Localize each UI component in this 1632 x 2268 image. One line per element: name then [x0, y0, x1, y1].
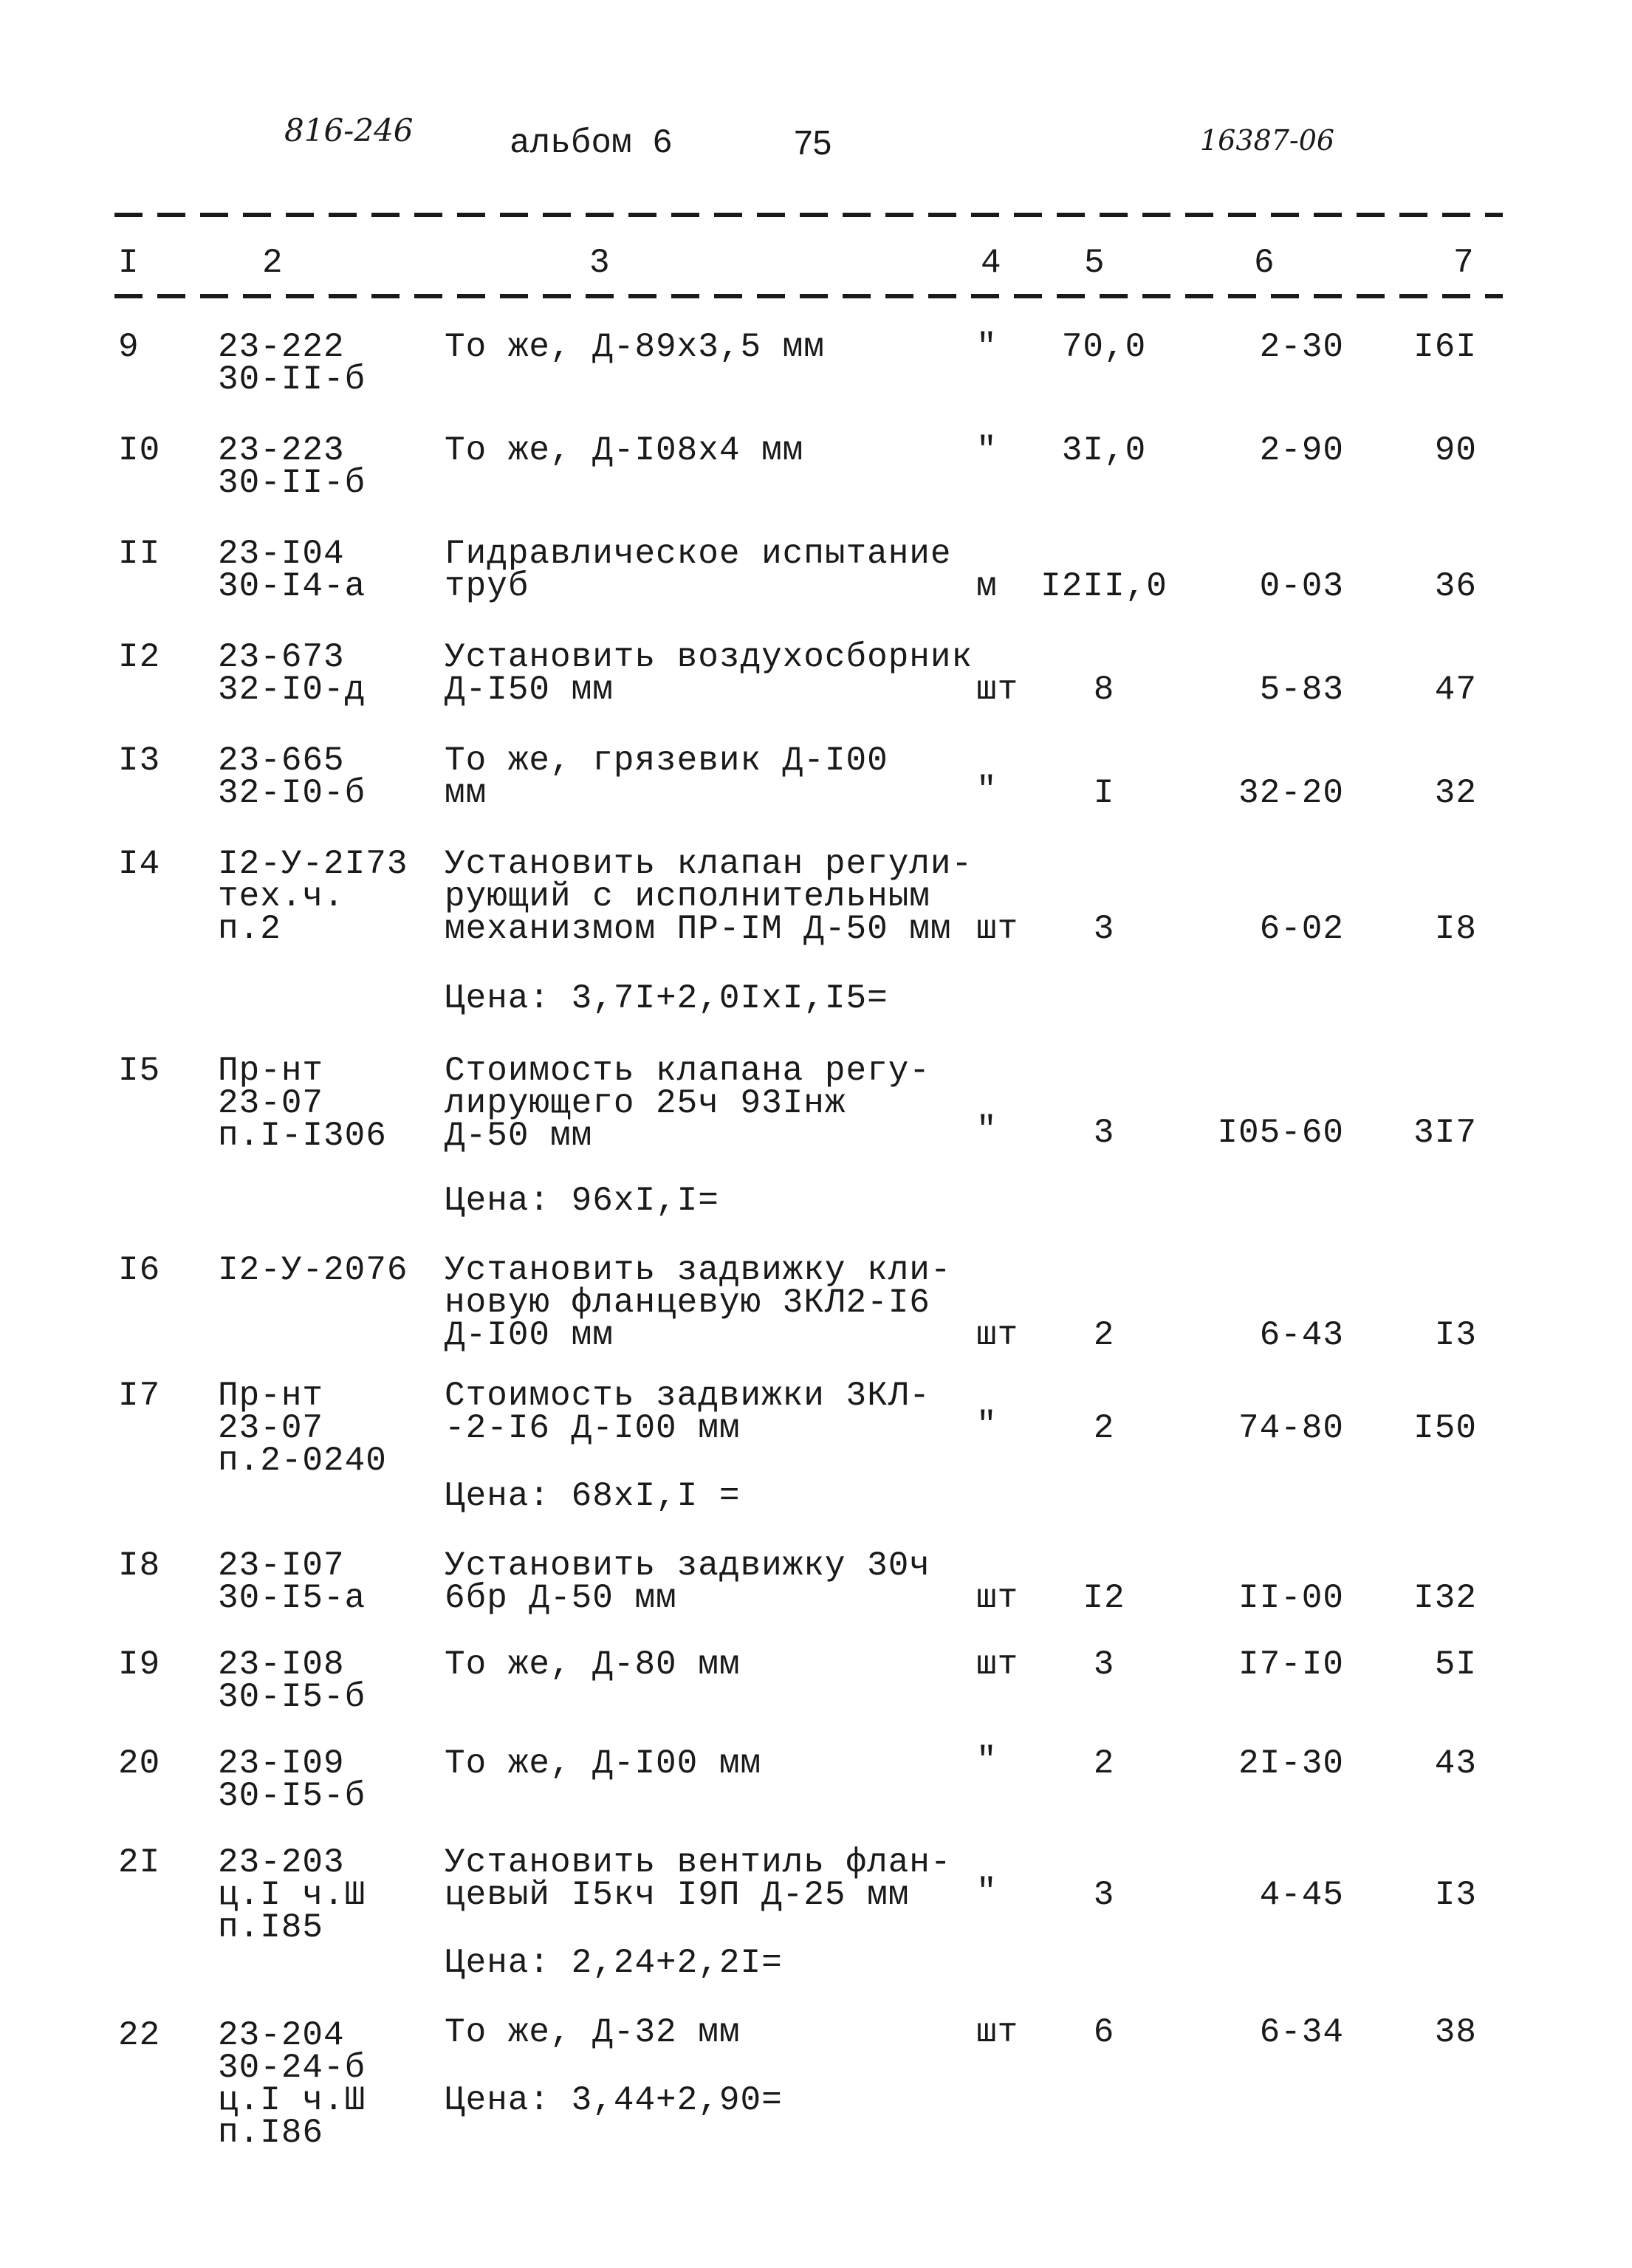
- unit-price: I7-I0: [1238, 1645, 1344, 1684]
- column-number-7: 7: [1453, 244, 1474, 282]
- quantity: I2II,0: [1040, 567, 1168, 606]
- price-formula: Цена: 96хI,I=: [445, 1182, 719, 1220]
- rate-code: I2-У-2076: [218, 1251, 408, 1289]
- row-number: I7: [118, 1377, 161, 1415]
- total-cost: I8: [1434, 910, 1477, 948]
- unit: шт: [976, 1645, 1019, 1684]
- unit-price: 6-02: [1259, 910, 1344, 948]
- column-number-5: 5: [1084, 244, 1105, 282]
- unit-price: 2I-30: [1238, 1744, 1344, 1783]
- unit-price: 6-43: [1259, 1316, 1344, 1354]
- work-description: То же, грязевик Д-I00 мм: [445, 741, 888, 812]
- total-cost: I32: [1413, 1579, 1477, 1617]
- row-number: I3: [118, 741, 161, 780]
- column-number-4: 4: [981, 244, 1001, 282]
- price-formula: Цена: 68хI,I =: [445, 1477, 741, 1515]
- rate-code: 23-I08 30-I5-б: [218, 1645, 366, 1716]
- rate-code: 23-203 ц.I ч.Ш п.I85: [218, 1843, 366, 1947]
- row-number: I4: [118, 845, 161, 883]
- quantity: I2: [1083, 1579, 1125, 1617]
- column-number-1: I: [118, 244, 139, 282]
- unit-price: 32-20: [1238, 774, 1344, 812]
- quantity: 70,0: [1061, 328, 1147, 366]
- unit: шт: [976, 671, 1019, 709]
- unit-price: 0-03: [1259, 567, 1344, 606]
- total-cost: 47: [1434, 671, 1477, 709]
- work-description: Гидравлическое испытание труб: [445, 535, 952, 606]
- page-number: 75: [794, 123, 832, 162]
- total-cost: 5I: [1434, 1645, 1477, 1684]
- total-cost: I3: [1434, 1876, 1477, 1914]
- rate-code: 23-222 30-II-б: [218, 328, 366, 399]
- rate-code: Пр-нт 23-07 п.2-0240: [218, 1377, 387, 1480]
- unit-price: 2-90: [1259, 431, 1344, 470]
- work-description: То же, Д-I00 мм: [445, 1744, 762, 1783]
- column-number-6: 6: [1254, 244, 1275, 282]
- unit-price: 2-30: [1259, 328, 1344, 366]
- unit: шт: [976, 910, 1019, 948]
- album-label: альбом 6: [510, 124, 673, 162]
- unit: ": [976, 1873, 998, 1911]
- row-number: 9: [118, 328, 140, 366]
- price-formula: Цена: 2,24+2,2I=: [445, 1944, 783, 1982]
- quantity: 3: [1093, 1876, 1115, 1914]
- work-description: Установить задвижку 30ч 6бр Д-50 мм: [445, 1546, 930, 1617]
- unit-price: 4-45: [1259, 1876, 1344, 1914]
- row-number: 22: [118, 2016, 161, 2055]
- work-description: Установить воздухосборник Д-I50 мм: [445, 638, 973, 709]
- unit-price: II-00: [1238, 1579, 1344, 1617]
- quantity: 3: [1093, 1645, 1115, 1684]
- unit: ": [976, 1741, 998, 1780]
- unit: м: [976, 567, 998, 606]
- unit: ": [976, 328, 998, 366]
- work-description: Стоимость клапана регу- лирующего 25ч 93Iнж Д-50 мм: [445, 1052, 930, 1155]
- total-cost: 36: [1434, 567, 1477, 606]
- work-description: Установить задвижку кли- новую фланцевую 3КЛ2-I6 Д-I00 мм: [445, 1251, 952, 1354]
- total-cost: I3: [1434, 1316, 1477, 1354]
- rate-code: 23-673 32-I0-д: [218, 638, 366, 709]
- unit-price: 5-83: [1259, 671, 1344, 709]
- rate-code: I2-У-2I73 тех.ч. п.2: [218, 845, 408, 948]
- unit: шт: [976, 1316, 1019, 1354]
- total-cost: 90: [1434, 431, 1477, 470]
- quantity: 3I,0: [1061, 431, 1147, 470]
- total-cost: 38: [1434, 2013, 1477, 2052]
- unit: шт: [976, 1579, 1019, 1617]
- quantity: 2: [1093, 1316, 1115, 1354]
- quantity: 6: [1093, 2013, 1115, 2052]
- unit: ": [976, 431, 998, 470]
- quantity: 2: [1093, 1409, 1115, 1448]
- handwritten-project-number: 16387-06: [1200, 124, 1335, 157]
- row-number: I0: [118, 431, 161, 470]
- total-cost: 43: [1434, 1744, 1477, 1783]
- unit-price: 6-34: [1259, 2013, 1344, 2052]
- quantity: 8: [1093, 671, 1115, 709]
- work-description: Установить вентиль флан- цевый I5кч I9П Д-25 мм: [445, 1843, 952, 1914]
- total-cost: 32: [1434, 774, 1477, 812]
- quantity: I: [1093, 774, 1115, 812]
- row-number: 2I: [118, 1843, 161, 1882]
- work-description: Установить клапан регули- рующий с исполнительным механизмом ПР-IМ Д-50 мм: [445, 845, 973, 948]
- quantity: 3: [1093, 910, 1115, 948]
- rate-code: 23-223 30-II-б: [218, 431, 366, 502]
- row-number: II: [118, 535, 161, 573]
- row-number: I8: [118, 1546, 161, 1585]
- unit: ": [976, 771, 998, 809]
- row-number: I9: [118, 1645, 161, 1684]
- work-description: То же, Д-89х3,5 мм: [445, 328, 825, 366]
- total-cost: I6I: [1413, 328, 1477, 366]
- unit: ": [976, 1406, 998, 1445]
- rate-code: 23-665 32-I0-б: [218, 741, 366, 812]
- price-formula: Цена: 3,7I+2,0IхI,I5=: [445, 979, 888, 1018]
- rate-code: 23-I07 30-I5-а: [218, 1546, 366, 1617]
- rate-code: 23-I04 30-I4-а: [218, 535, 366, 606]
- unit-price: 74-80: [1238, 1409, 1344, 1448]
- quantity: 2: [1093, 1744, 1115, 1783]
- work-description: То же, Д-I08х4 мм: [445, 431, 804, 470]
- price-formula: Цена: 3,44+2,90=: [445, 2081, 783, 2120]
- rate-code: Пр-нт 23-07 п.I-I306: [218, 1052, 387, 1155]
- work-description: Стоимость задвижки 3КЛ- -2-I6 Д-I00 мм: [445, 1377, 930, 1448]
- header-dashed-rule: [114, 294, 1503, 298]
- top-dashed-rule: [114, 213, 1503, 217]
- quantity: 3: [1093, 1114, 1115, 1152]
- total-cost: 3I7: [1413, 1114, 1477, 1152]
- unit: ": [976, 1111, 998, 1149]
- unit-price: I05-60: [1217, 1114, 1344, 1152]
- unit: шт: [976, 2013, 1019, 2052]
- column-number-3: 3: [589, 244, 610, 282]
- total-cost: I50: [1413, 1409, 1477, 1448]
- column-number-2: 2: [262, 244, 283, 282]
- rate-code: 23-204 30-24-б ц.I ч.Ш п.I86: [218, 2016, 366, 2152]
- work-description: То же, Д-32 мм: [445, 2013, 741, 2052]
- work-description: То же, Д-80 мм: [445, 1645, 741, 1684]
- row-number: I2: [118, 638, 161, 676]
- rate-code: 23-I09 30-I5-б: [218, 1744, 366, 1815]
- row-number: I5: [118, 1052, 161, 1090]
- row-number: 20: [118, 1744, 161, 1783]
- row-number: I6: [118, 1251, 161, 1289]
- handwritten-document-number: 816-246: [284, 112, 414, 148]
